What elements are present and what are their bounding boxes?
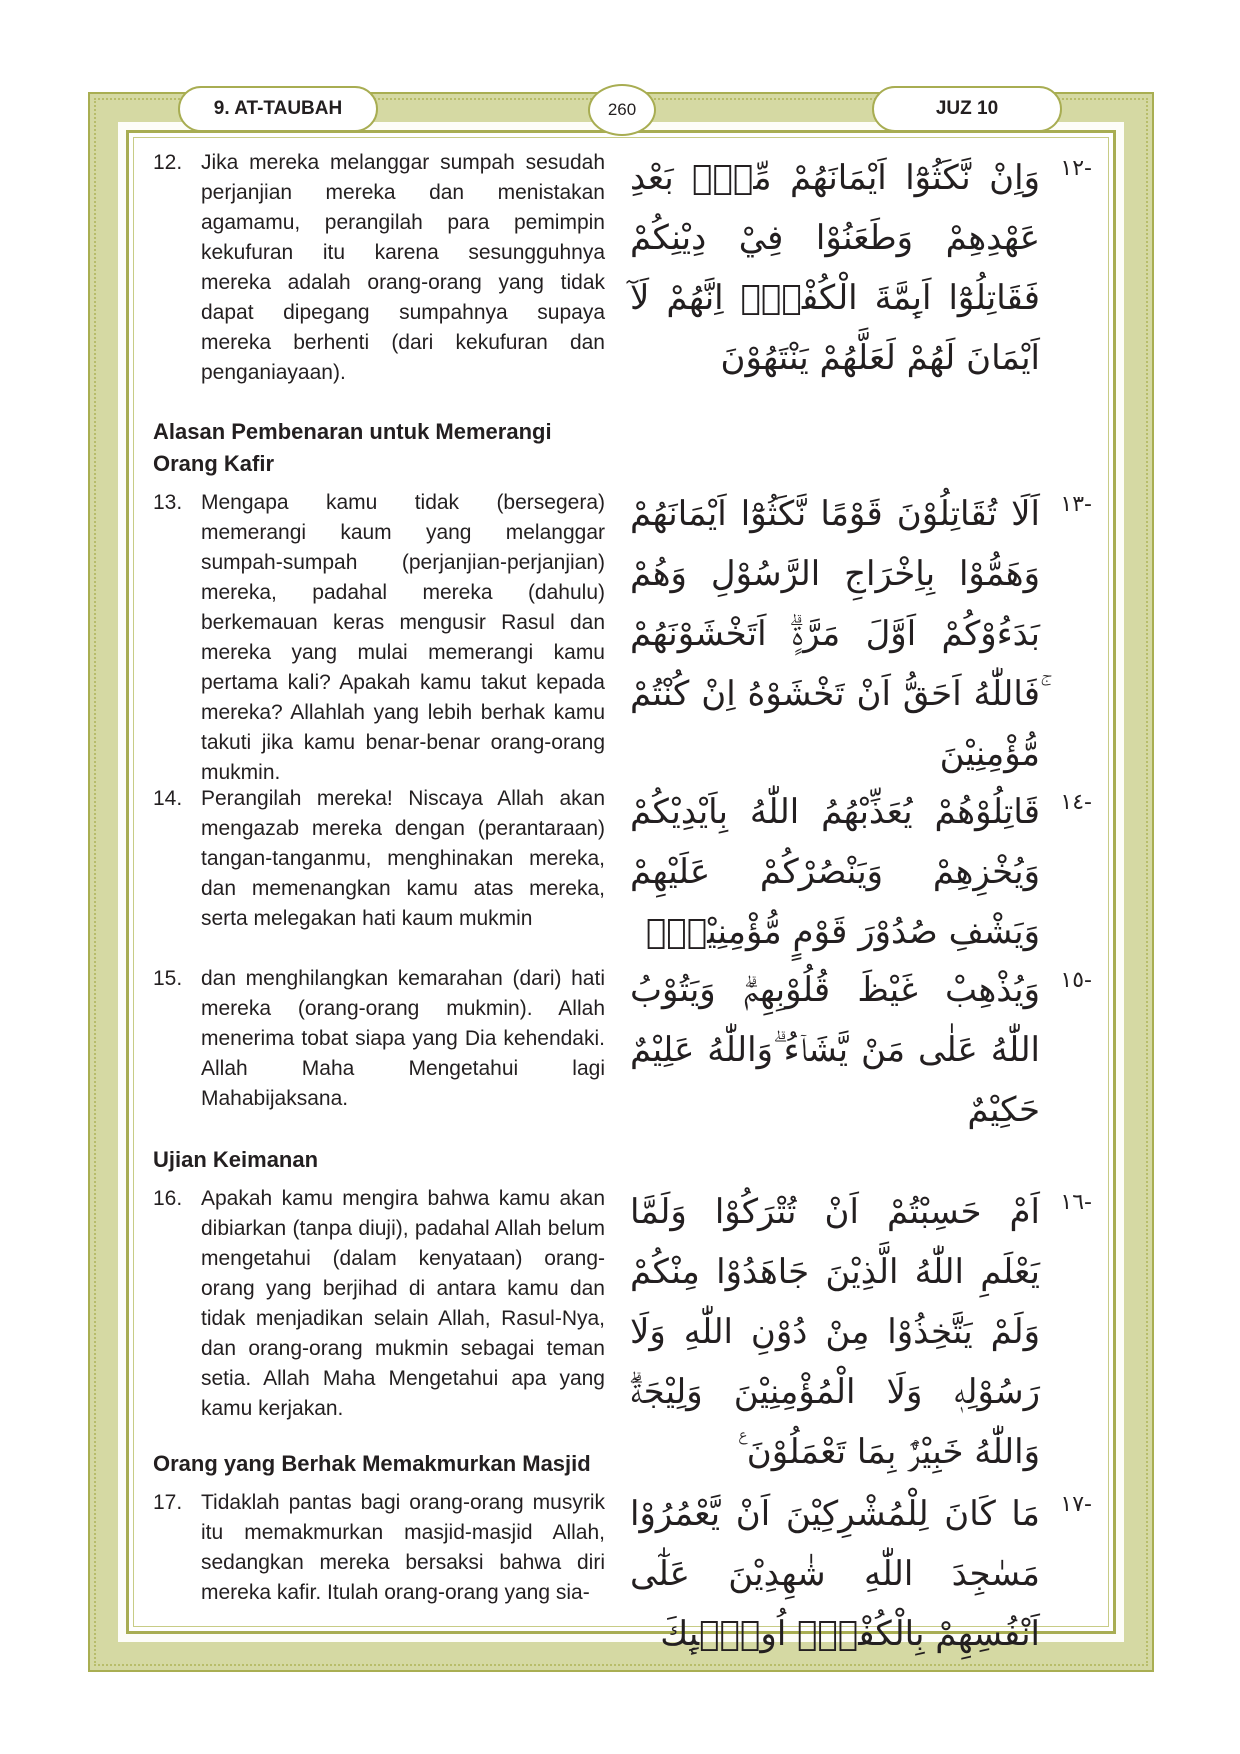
arabic-verse-text: وَيُذْهِبْ غَيْظَ قُلُوْبِهِمْۗ وَيَتُوْبُ اللّٰهُ عَلٰى مَنْ يَّشَاۤءُ ۗوَاللّٰهُ عَلِيْمٌ حَكِيْمٌ <box>630 970 1040 1130</box>
translation-verse-12 <box>153 148 605 388</box>
arabic-verse-text: وَاِنْ نَّكَثُوْٓا اَيْمَانَهُمْ مِّنْۢ بَعْدِ عَهْدِهِمْ وَطَعَنُوْا فِيْ دِيْنِكُمْ فَقَاتِلُوْٓا اَىِٕمَّةَ الْكُفْرِۙ اِنَّهُمْ لَآ اَيْمَانَ لَهُمْ لَعَلَّهُمْ يَنْتَهُوْنَ <box>630 158 1040 378</box>
translation-verse-17 <box>153 1488 605 1608</box>
verse-number: 15. <box>153 967 183 990</box>
arabic-verse-number: -١٤ <box>1060 790 1092 815</box>
arabic-verse-text: مَا كَانَ لِلْمُشْرِكِيْنَ اَنْ يَّعْمُرُوْا مَسٰجِدَ اللّٰهِ شٰهِدِيْنَ عَلٰٓى اَنْفُسِهِمْ بِالْكُفْرِۗ اُولٰۤىِٕكَ <box>630 1494 1040 1654</box>
page-number: 260 <box>588 84 656 136</box>
arabic-verse-15 <box>630 960 1092 1140</box>
verse-translation: Tidaklah pantas bagi orang-orang musyrik itu memakmurkan masjid-masjid Allah, sedangkan mereka bersaksi bahwa diri mereka kafir. Itulah orang-orang yang sia- <box>201 1491 605 1604</box>
juz-label: JUZ 10 <box>872 86 1062 132</box>
section-heading-memerangi: Alasan Pembenaran untuk Memerangi Orang Kafir <box>153 419 552 476</box>
arabic-verse-number: -١٧ <box>1060 1492 1092 1517</box>
surah-title: 9. AT-TAUBAH <box>178 86 378 132</box>
translation-verse-15 <box>153 964 605 1114</box>
arabic-verse-number: -١٣ <box>1060 492 1092 517</box>
arabic-verse-12 <box>630 148 1092 388</box>
verse-number: 12. <box>153 151 183 174</box>
arabic-verse-number: -١٢ <box>1060 156 1092 181</box>
arabic-verse-13 <box>630 484 1092 784</box>
arabic-verse-number: -١٥ <box>1060 968 1092 993</box>
verse-translation: dan menghilangkan kemarahan (dari) hati mereka (orang-orang mukmin). Allah menerima tobat siapa yang Dia kehendaki. Allah Maha Mengetahui lagi Mahabijaksana. <box>201 967 605 1110</box>
arabic-verse-14 <box>630 782 1092 962</box>
verse-translation: Jika mereka melanggar sumpah sesudah perjanjian mereka dan menistakan agamamu, perangilah para pemimpin kekufuran itu karena sesungguhnya mereka adalah orang-orang yang tidak dapat dipegang sumpahnya supaya mereka berhenti (dari kekufuran dan penganiayaan). <box>201 151 605 384</box>
verse-number: 13. <box>153 491 183 514</box>
verse-translation: Apakah kamu mengira bahwa kamu akan dibiarkan (tanpa diuji), padahal Allah belum mengetahui (dalam kenyataan) orang-orang yang berjihad di antara kamu dan tidak menjadikan selain Allah, Rasul-Nya, dan orang-orang mukmin sebagai teman setia. Allah Maha Mengetahui apa yang kamu kerjakan. <box>201 1187 605 1420</box>
translation-verse-16 <box>153 1184 605 1424</box>
translation-verse-14 <box>153 784 605 934</box>
arabic-verse-number: -١٦ <box>1060 1190 1092 1215</box>
verse-number: 14. <box>153 787 183 810</box>
verse-translation: Mengapa kamu tidak (bersegera) memerangi kaum yang melanggar sumpah-sumpah (perjanjian-perjanjian) mereka, padahal mereka (dahulu) berkemauan keras mengusir Rasul dan mereka yang mulai memerangi kamu pertama kali? Apakah kamu takut kepada mereka? Allahlah yang lebih berhak kamu takuti jika kamu benar-benar orang-orang mukmin. <box>201 491 605 784</box>
arabic-verse-text: اَمْ حَسِبْتُمْ اَنْ تُتْرَكُوْا وَلَمَّا يَعْلَمِ اللّٰهُ الَّذِيْنَ جَاهَدُوْا مِنْكُمْ وَلَمْ يَتَّخِذُوْا مِنْ دُوْنِ اللّٰهِ وَلَا رَسُوْلِهٖ وَلَا الْمُؤْمِنِيْنَ وَلِيْجَةًۗ وَاللّٰهُ خَبِيْرٌۢ بِمَا تَعْمَلُوْنَ ࣖ <box>630 1192 1040 1472</box>
verse-translation: Perangilah mereka! Niscaya Allah akan mengazab mereka dengan (perantaraan) tangan-tanganmu, menghinakan mereka, dan memenangkan kamu atas mereka, serta melegakan hati kaum mukmin <box>201 787 605 930</box>
arabic-verse-text: قَاتِلُوْهُمْ يُعَذِّبْهُمُ اللّٰهُ بِاَيْدِيْكُمْ وَيُخْزِهِمْ وَيَنْصُرْكُمْ عَلَيْهِمْ وَيَشْفِ صُدُوْرَ قَوْمٍ مُّؤْمِنِيْنَۙ <box>630 792 1040 952</box>
translation-verse-13 <box>153 488 605 788</box>
section-heading-masjid: Orang yang Berhak Memakmurkan Masjid <box>153 1451 591 1476</box>
section-heading-ujian: Ujian Keimanan <box>153 1147 319 1172</box>
verse-number: 16. <box>153 1187 183 1210</box>
arabic-verse-text: اَلَا تُقَاتِلُوْنَ قَوْمًا نَّكَثُوْٓا اَيْمَانَهُمْ وَهَمُّوْا بِاِخْرَاجِ الرَّسُوْلِ وَهُمْ بَدَءُوْكُمْ اَوَّلَ مَرَّةٍۗ اَتَخْشَوْنَهُمْ ۚفَاللّٰهُ اَحَقُّ اَنْ تَخْشَوْهُ اِنْ كُنْتُمْ مُّؤْمِنِيْنَ <box>630 494 1040 774</box>
arabic-verse-16 <box>630 1182 1092 1482</box>
verse-number: 17. <box>153 1491 183 1514</box>
arabic-verse-17 <box>630 1484 1092 1664</box>
